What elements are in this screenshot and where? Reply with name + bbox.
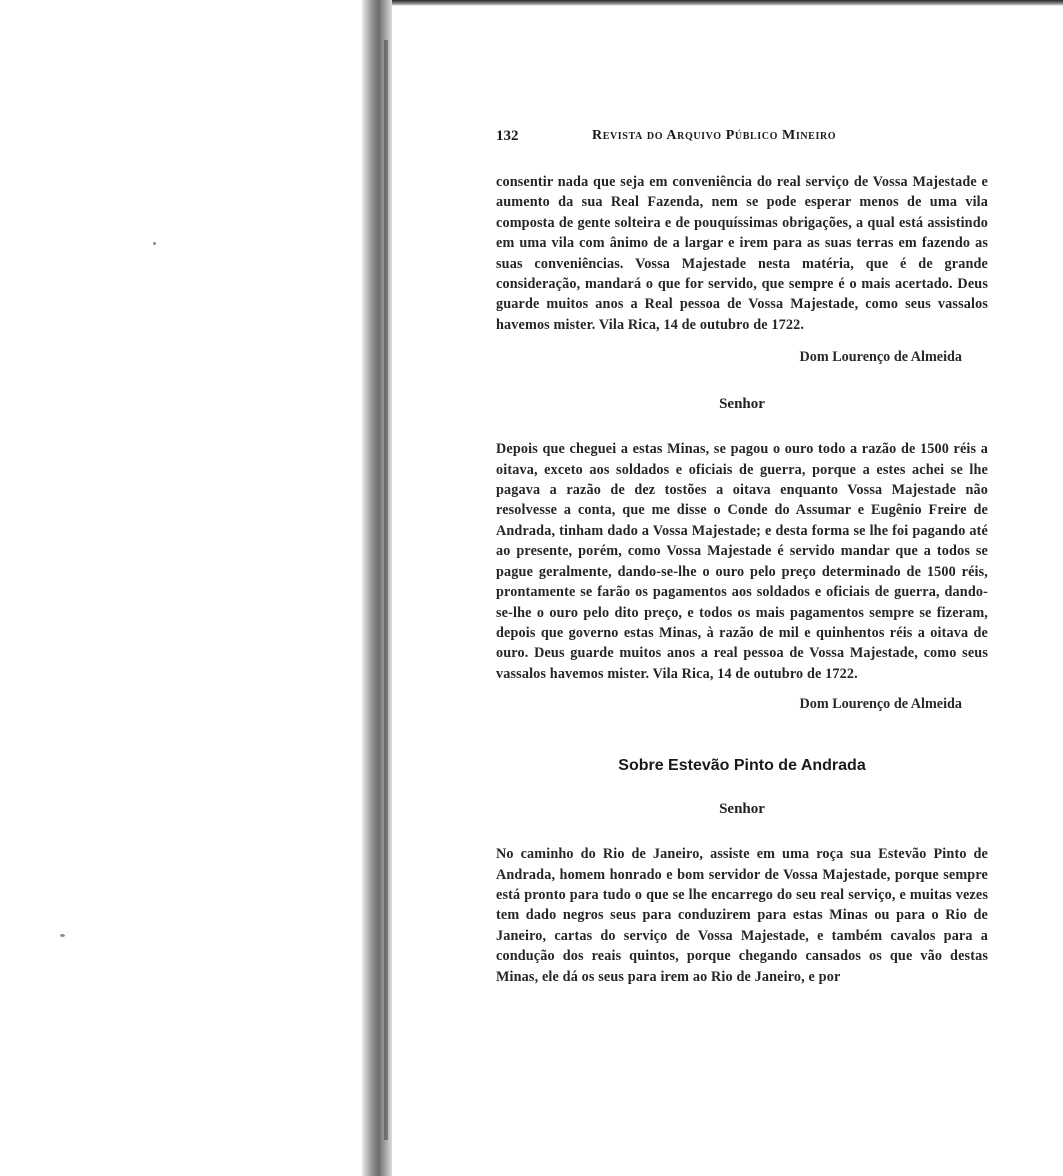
spine-shadow: [384, 40, 388, 1140]
letter2-signature: Dom Lourenço de Almeida: [799, 696, 962, 713]
letter1-body: consentir nada que seja em conveniência do real serviço de Vossa Majestade e aumento da sua Real Fazenda, nem se pode esperar menos de uma vila composta de gente solteira e de pouquíssimas obrigações, a qual está assistindo em uma vila com ânimo de a largar e irem para as suas terras em fazendo as suas conveniências. Vossa Majestade nesta matéria, que é de grande consideração, mandará o que for servido, que sempre é o mais acertado. Deus guarde muitos anos a Real pessoa de Vossa Majestade, como seus vassalos havemos mister. Vila Rica, 14 de outubro de 1722.: [496, 174, 988, 333]
section-salutation: Senhor: [719, 801, 765, 818]
letter2-salutation: Senhor: [719, 396, 765, 413]
page-number: 132: [496, 128, 519, 144]
journal-title: Revista do Arquivo Público Mineiro: [592, 128, 837, 143]
document-page: [496, 128, 988, 987]
section-body: No caminho do Rio de Janeiro, assiste em uma roça sua Estevão Pinto de Andrada, homem honrado e bom servidor de Vossa Majestade, porque sempre está pronto para tudo o que se lhe encarrego do seu real serviço, e muitas vezes tem dado negros seus para conduzirem para estas Minas ou para o Rio de Janeiro, cartas do serviço de Vossa Majestade, e também cavalos para a condução dos reais quintos, porque chegando cansados os que vão destas Minas, ele dá os seus para irem ao Rio de Janeiro, e por: [496, 846, 988, 985]
letter1-signature: Dom Lourenço de Almeida: [799, 349, 962, 366]
running-head: [496, 128, 988, 154]
section-title: Sobre Estevão Pinto de Andrada: [618, 757, 866, 775]
paper-speck: [60, 934, 65, 937]
letter2-body: Depois que cheguei a estas Minas, se pagou o ouro todo a razão de 1500 réis a oitava, exceto aos soldados e oficiais de guerra, porque a estes achei se lhe pagava a razão de dez tostões a oitava enquanto Vossa Majestade não resolvesse a conta, que me disse o Conde do Assumar e Eugênio Freire de Andrada, tinham dado a Vossa Majestade; e desta forma se lhe foi pagando até ao presente, porém, como Vossa Majestade é servido mandar que a todos se pague geralmente, dando-se-lhe o ouro pelo preço determinado de 1500 réis, prontamente se farão os pagamentos aos soldados e oficiais de guerra, dando-se-lhe o ouro pelo dito preço, e todos os mais pagamentos sempre se fizeram, depois que governo estas Minas, à razão de mil e quinhentos réis a oitava de ouro. Deus guarde muitos anos a real pessoa de Vossa Majestade, como seus vassalos havemos mister. Vila Rica, 14 de outubro de 1722.: [496, 441, 988, 682]
page-top-edge: [390, 0, 1063, 6]
paper-speck: [153, 242, 156, 245]
